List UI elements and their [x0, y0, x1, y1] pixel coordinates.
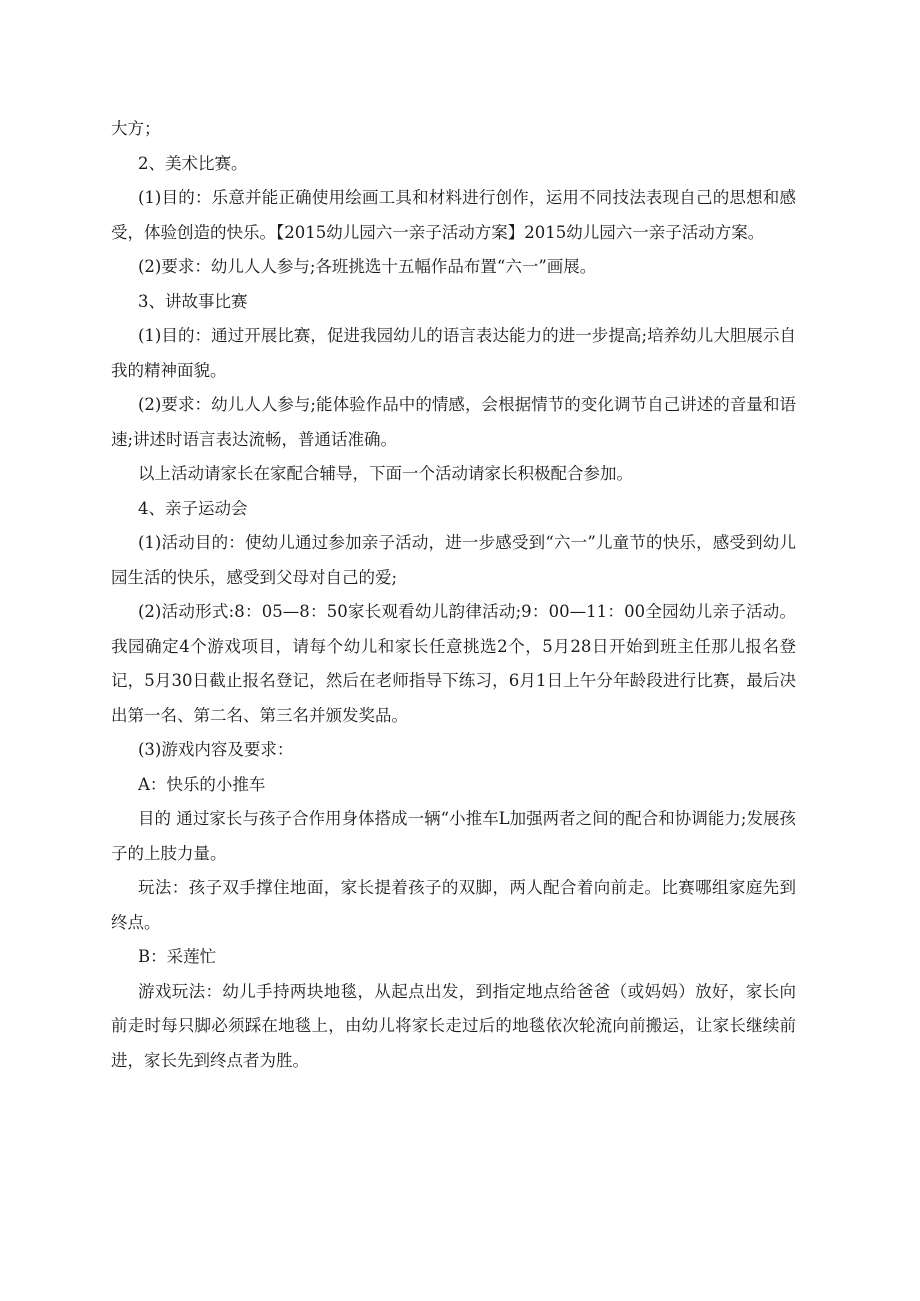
section-heading-sports-meet: 4、亲子运动会 — [138, 498, 248, 518]
paragraph-sports-purpose: (1)活动目的：使幼儿通过参加亲子活动，进一步感受到“六一”儿童节的快乐，感受到幼儿园生活的快乐，感受到父母对自己的爱; — [111, 533, 796, 587]
paragraph-art-purpose: (1)目的：乐意并能正确使用绘画工具和材料进行创作，运用不同技法表现自己的思想和感受，体验创造的快乐。【2015幼儿园六一亲子活动方案】2015幼儿园六一亲子活动方案。 — [111, 188, 796, 242]
paragraph-games-heading: (3)游戏内容及要求： — [138, 740, 294, 759]
game-a-rules: 玩法：孩子双手撑住地面，家长提着孩子的双脚，两人配合着向前走。比赛哪组家庭先到终点。 — [111, 878, 796, 932]
game-a-title: A：快乐的小推车 — [138, 774, 266, 794]
paragraph-story-requirement: (2)要求：幼儿人人参与;能体验作品中的情感，会根据情节的变化调节自己讲述的音量和语速;讲述时语言表达流畅，普通话准确。 — [111, 395, 796, 449]
paragraph-art-requirement: (2)要求：幼儿人人参与;各班挑选十五幅作品布置“六一”画展。 — [138, 257, 597, 276]
game-a-purpose: 目的 通过家长与孩子合作用身体搭成一辆“小推车L加强两者之间的配合和协调能力;发展孩子的上肢力量。 — [111, 809, 796, 863]
paragraph-sports-format: (2)活动形式:8：05—8：50家长观看幼儿韵律活动;9：00—11：00全园幼儿亲子活动。我园确定4个游戏项目，请每个幼儿和家长任意挑选2个，5月28日开始到班主任那儿报名登记，5月30日截止报名登记，然后在老师指导下练习，6月1日上午分年龄段进行比赛，最后决出第一名、第二名、第三名并颁发奖品。 — [111, 602, 796, 725]
paragraph-continuation: 大方； — [111, 119, 161, 138]
document-body — [111, 112, 796, 1078]
paragraph-parent-note: 以上活动请家长在家配合辅导，下面一个活动请家长积极配合参加。 — [138, 464, 633, 483]
game-b-rules: 游戏玩法：幼儿手持两块地毯，从起点出发，到指定地点给爸爸（或妈妈）放好，家长向前走时每只脚必须踩在地毯上，由幼儿将家长走过后的地毯依次轮流向前搬运，让家长继续前进，家长先到终点者为胜。 — [111, 981, 796, 1070]
paragraph-story-purpose: (1)目的：通过开展比赛，促进我园幼儿的语言表达能力的进一步提高;培养幼儿大胆展示自我的精神面貌。 — [111, 326, 796, 380]
section-heading-storytelling: 3、讲故事比赛 — [138, 291, 248, 311]
section-heading-art-contest: 2、美术比赛。 — [138, 153, 248, 173]
game-b-title: B：采莲忙 — [138, 947, 217, 966]
